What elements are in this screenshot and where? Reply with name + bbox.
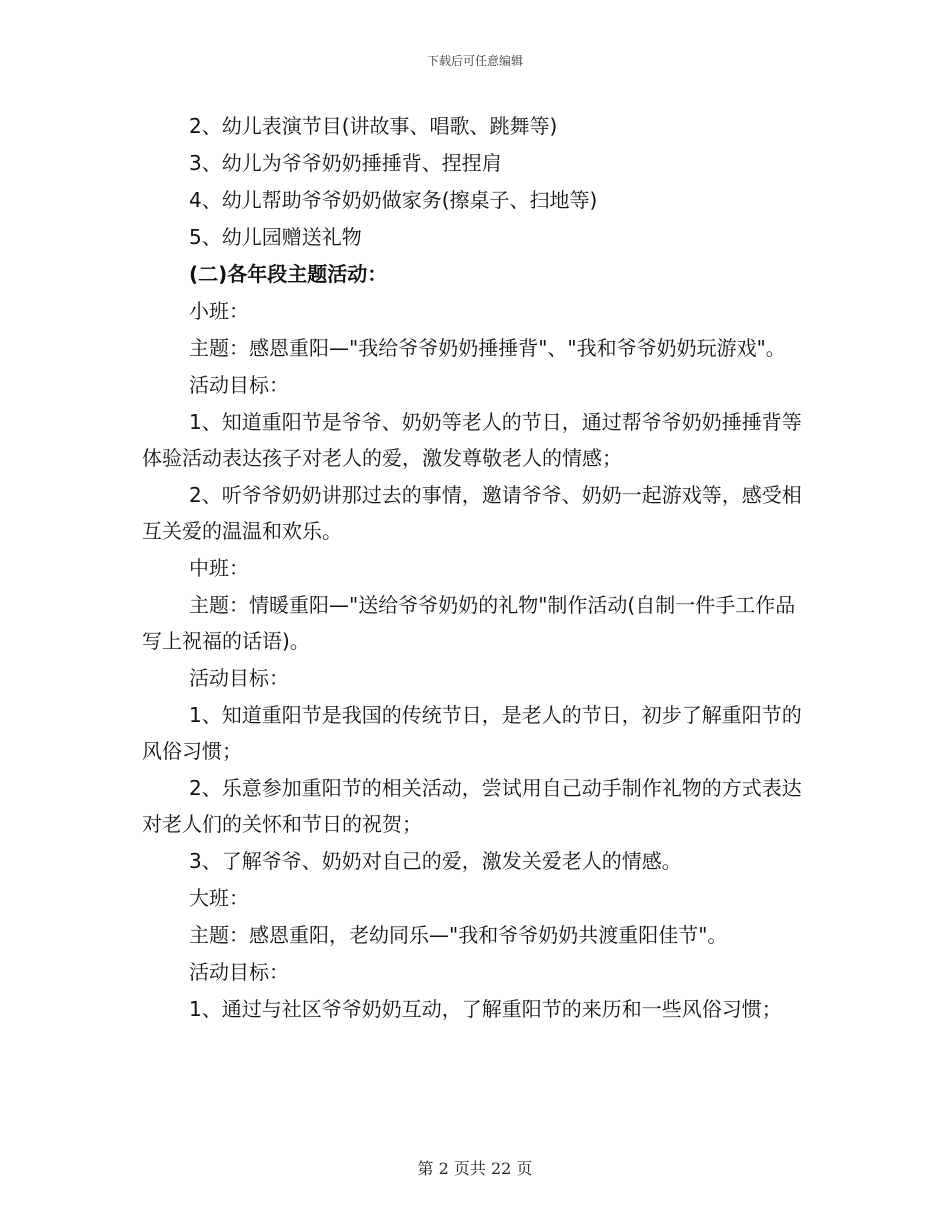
goals-heading: 活动目标： (189, 665, 289, 690)
list-item: 5、幼儿园赠送礼物 (189, 225, 362, 249)
class-heading-middle: 中班： (189, 555, 249, 580)
theme-paragraph: 主题：感恩重阳，老幼同乐—"我和爷爷奶奶共渡重阳佳节"。 (189, 922, 728, 947)
goal-paragraph: 1、知道重阳节是爷爷、奶奶等老人的节日，通过帮爷爷奶奶捶捶背等体验活动表达孩子对老人的爱，激发尊敬老人的情感； (142, 409, 802, 470)
goals-heading: 活动目标： (189, 959, 289, 984)
goal-paragraph: 1、知道重阳节是我国的传统节日，是老人的节日，初步了解重阳节的风俗习惯； (142, 702, 802, 763)
list-item: 4、幼儿帮助爷爷奶奶做家务(擦桌子、扫地等) (189, 188, 598, 212)
document-body (142, 108, 812, 1028)
goal-paragraph: 2、听爷爷奶奶讲那过去的事情，邀请爷爷、奶奶一起游戏等，感受相互关爱的温温和欢乐。 (142, 482, 802, 543)
goal-paragraph: 1、通过与社区爷爷奶奶互动，了解重阳节的来历和一些风俗习惯； (189, 996, 782, 1021)
class-heading-large: 大班： (189, 885, 249, 910)
theme-paragraph: 主题：情暖重阳—"送给爷爷奶奶的礼物"制作活动(自制一件手工作品写上祝福的话语)。 (142, 592, 796, 653)
goal-paragraph: 2、乐意参加重阳节的相关活动，尝试用自己动手制作礼物的方式表达对老人们的关怀和节日的祝贺； (142, 775, 802, 836)
section-heading: (二)各年段主题活动： (189, 262, 388, 286)
list-item: 2、幼儿表演节目(讲故事、唱歌、跳舞等) (189, 114, 558, 138)
theme-paragraph: 主题：感恩重阳—"我给爷爷奶奶捶捶背"、"我和爷爷奶奶玩游戏"。 (189, 336, 786, 360)
goals-heading: 活动目标： (189, 372, 289, 397)
class-heading-small: 小班： (189, 299, 249, 323)
page-header: 下载后可任意编辑 (426, 54, 523, 68)
page-footer: 第 2 页共 22 页 (417, 1159, 533, 1178)
goal-paragraph: 3、了解爷爷、奶奶对自己的爱，激发关爱老人的情感。 (189, 848, 682, 873)
list-item: 3、幼儿为爷爷奶奶捶捶背、捏捏肩 (189, 151, 502, 175)
